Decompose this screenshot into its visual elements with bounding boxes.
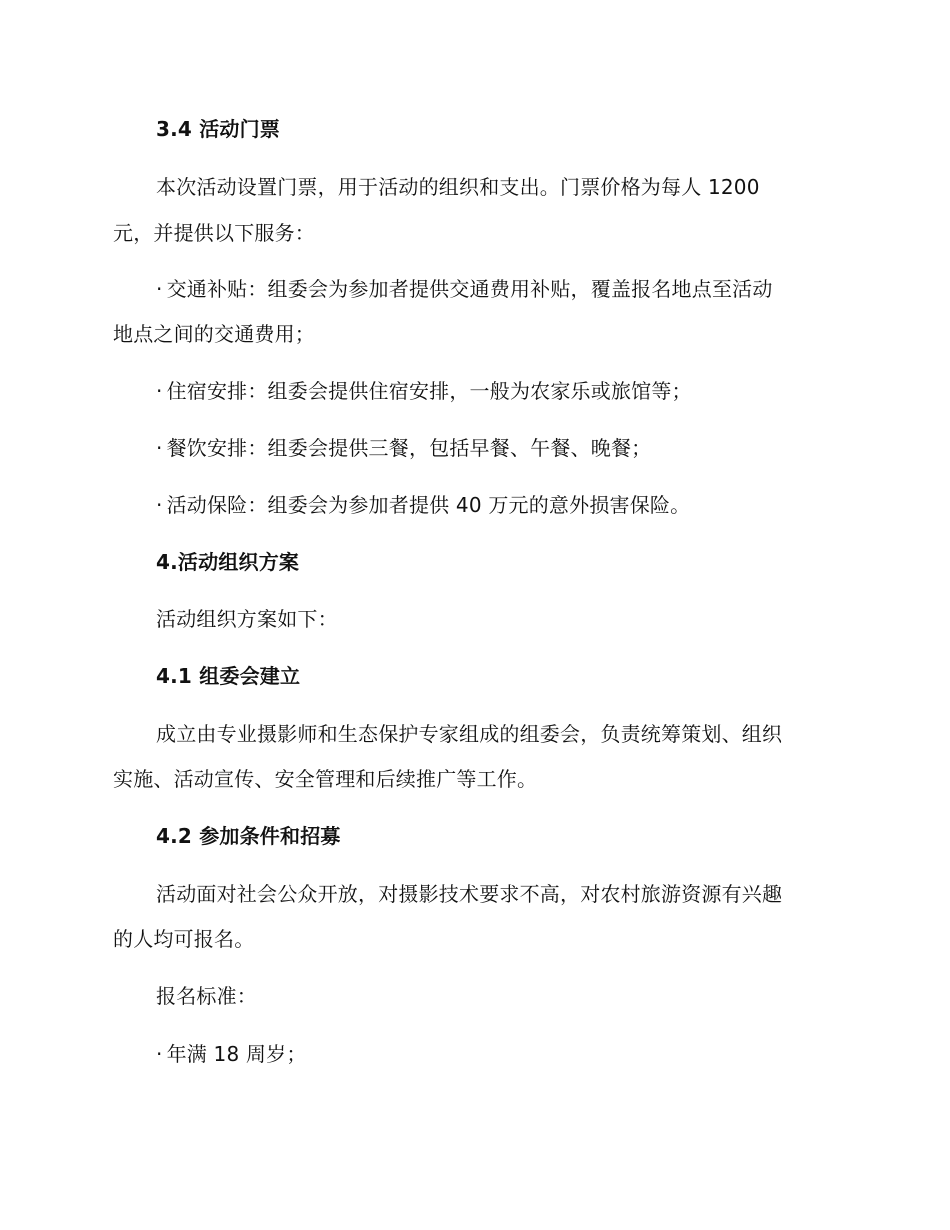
recruit-paragraph-line-1: 活动面对社会公众开放，对摄影技术要求不高，对农村旅游资源有兴趣	[156, 882, 783, 906]
bullet-marker: ·	[156, 379, 163, 403]
bullet-transport-line-2: 地点之间的交通费用；	[113, 322, 315, 346]
ticket-paragraph-line-1: 本次活动设置门票，用于活动的组织和支出。门票价格为每人 1200	[156, 175, 760, 199]
bullet-insurance-text: 活动保险：组委会为参加者提供 40 万元的意外损害保险。	[166, 493, 691, 517]
committee-paragraph-line-2: 实施、活动宣传、安全管理和后续推广等工作。	[113, 767, 538, 791]
bullet-meals	[156, 436, 651, 460]
bullet-transport	[156, 277, 773, 301]
bullet-lodging	[156, 379, 692, 403]
org-intro: 活动组织方案如下：	[156, 607, 338, 631]
bullet-lodging-text: 住宿安排：组委会提供住宿安排，一般为农家乐或旅馆等；	[166, 379, 692, 403]
bullet-age-text: 年满 18 周岁；	[166, 1042, 307, 1066]
bullet-marker: ·	[156, 277, 163, 301]
section-4-2-heading: 4.2 参加条件和招募	[156, 824, 341, 848]
section-3-4-heading: 3.4 活动门票	[156, 117, 280, 141]
bullet-marker: ·	[156, 493, 163, 517]
criteria-label: 报名标准：	[156, 984, 257, 1008]
section-4-heading: 4.活动组织方案	[156, 550, 300, 574]
section-4-1-heading: 4.1 组委会建立	[156, 664, 301, 688]
bullet-insurance	[156, 493, 690, 517]
recruit-paragraph-line-2: 的人均可报名。	[113, 927, 255, 951]
bullet-age	[156, 1042, 307, 1066]
bullet-transport-line-1: 交通补贴：组委会为参加者提供交通费用补贴，覆盖报名地点至活动	[166, 277, 773, 301]
ticket-paragraph-line-2: 元，并提供以下服务：	[113, 221, 315, 245]
committee-paragraph-line-1: 成立由专业摄影师和生态保护专家组成的组委会，负责统筹策划、组织	[156, 722, 783, 746]
bullet-marker: ·	[156, 436, 163, 460]
bullet-meals-text: 餐饮安排：组委会提供三餐，包括早餐、午餐、晚餐；	[166, 436, 652, 460]
bullet-marker: ·	[156, 1042, 163, 1066]
